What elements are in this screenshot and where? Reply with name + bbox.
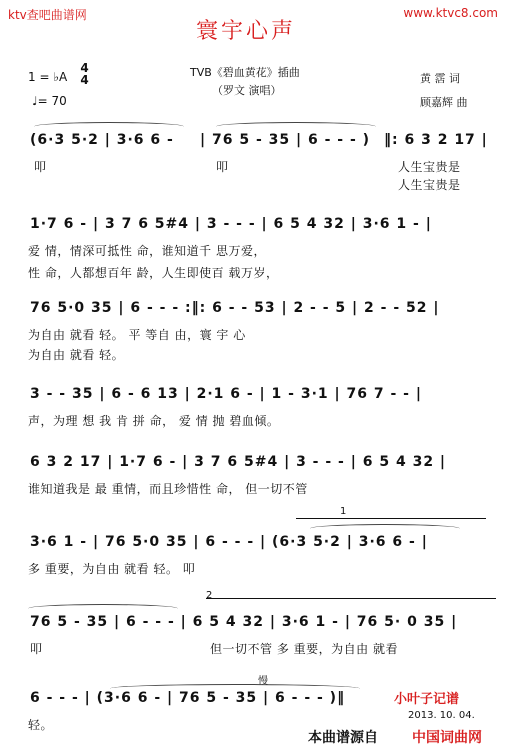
- notation-row-2: 1·7 6 - | 3 7 6 5#4 | 3 - - - | 6 5 4 32 | 3·6 1 - |: [30, 216, 432, 232]
- volta-2-label: 2: [206, 590, 213, 601]
- time-sig-top: 4: [80, 61, 90, 75]
- transcription-date: 2013. 10. 04.: [408, 710, 475, 721]
- lyric-row-1a: 叩: [34, 160, 47, 174]
- lyric-row-7a: 叩: [30, 642, 43, 656]
- notation-row-3: 76 5·0 35 | 6 - - - :‖: 6 - - 53 | 2 - - 5 | 2 - - 52 |: [30, 300, 440, 316]
- notation-row-4: 3 - - 35 | 6 - 6 13 | 2·1 6 - | 1 - 3·1 | 76 7 - - |: [30, 386, 422, 402]
- notation-row-7: 76 5 - 35 | 6 - - - | 6 5 4 32 | 3·6 1 - | 76 5· 0 35 |: [30, 614, 458, 630]
- singer: （罗文 演唱）: [212, 84, 282, 97]
- lyric-row-6: 多 重要，为自由 就看 轻。 叩: [28, 562, 196, 576]
- transcriber-stamp: 小叶子记谱: [394, 692, 460, 707]
- lyric-row-5: 谁知道我是 最 重情，而且珍惜性 命， 但一切不管: [28, 482, 308, 496]
- source-label: 本曲谱源自: [308, 730, 378, 746]
- song-source: TVB《碧血黄花》插曲: [190, 66, 300, 79]
- volta-bracket-1: [296, 518, 486, 519]
- slur: [216, 122, 376, 131]
- volta-1-label: 1: [340, 506, 347, 517]
- lyric-row-7b: 但一切不管 多 重要，为自由 就看: [210, 642, 398, 656]
- tempo-mark: 慢: [258, 676, 268, 687]
- tempo: ♩= 70: [32, 94, 67, 108]
- lyric-row-2a: 爱 情，情深可抵性 命，谁知道千 思万爱，: [28, 244, 266, 258]
- lyric-row-2b: 性 命，人都想百年 龄，人生即使百 载万岁，: [28, 266, 279, 280]
- site-name: 中国词曲网: [412, 730, 482, 746]
- notation-row-5: 6 3 2 17 | 1·7 6 - | 3 7 6 5#4 | 3 - - - | 6 5 4 32 |: [30, 454, 447, 470]
- lyric-row-1c: 人生宝贵是: [398, 160, 461, 174]
- lyric-row-1b: 叩: [216, 160, 229, 174]
- time-sig-bottom: 4: [80, 73, 90, 87]
- lyric-row-1d: 人生宝贵是: [398, 178, 461, 192]
- song-title: 寰宇心声: [196, 19, 297, 44]
- lyric-row-3b: 为自由 就看 轻。: [28, 348, 125, 362]
- notation-row-8: 6 - - - | (3·6 6 - | 76 5 - 35 | 6 - - - )‖: [30, 690, 346, 706]
- composer: 顾嘉辉 曲: [420, 96, 468, 109]
- notation-row-1a: (6·3 5·2 | 3·6 6 -: [30, 132, 174, 148]
- watermark-top-left: ktv查吧曲谱网: [8, 8, 87, 22]
- key-signature: 1 = ♭A: [28, 70, 68, 84]
- slur: [34, 122, 184, 131]
- lyric-row-8: 轻。: [28, 718, 54, 732]
- lyric-row-3a: 为自由 就看 轻。 平 等自 由，寰 宇 心: [28, 328, 246, 342]
- time-signature: [80, 62, 90, 86]
- slur: [28, 604, 178, 613]
- notation-row-1c: ‖: 6 3 2 17 |: [384, 132, 488, 148]
- lyricist: 黄 霑 词: [420, 72, 460, 85]
- watermark-top-right: www.ktvc8.com: [403, 6, 498, 20]
- notation-row-6: 3·6 1 - | 76 5·0 35 | 6 - - - | (6·3 5·2 | 3·6 6 - |: [30, 534, 428, 550]
- slur: [310, 524, 460, 533]
- lyric-row-4: 声，为理 想 我 肯 拼 命， 爱 情 抛 碧血倾。: [28, 414, 280, 428]
- notation-row-1b: | 76 5 - 35 | 6 - - - ): [200, 132, 371, 148]
- volta-bracket-2: [206, 598, 496, 599]
